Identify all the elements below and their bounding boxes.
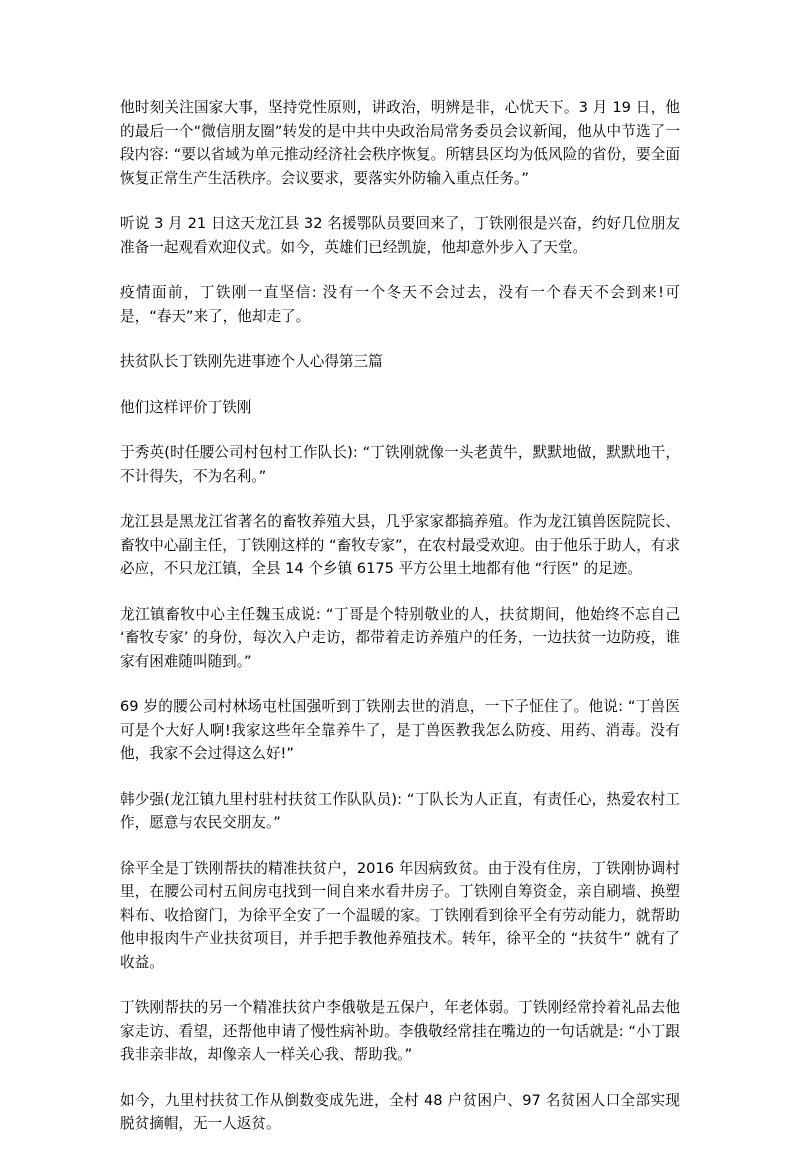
paragraph-1: 他时刻关注国家大事，坚持党性原则，讲政治，明辨是非，心忧天下。3 月 19 日，他的最后一个“微信朋友圈”转发的是中共中央政治局常务委员会议新闻，他从中节选了一段内容: “要以省域为单元推动经济社会秩序恢复。所辖县区均为低风险的省份，要全面恢复正常生产生活秩序。会议要求，要落实外防输入重点任务。”: [120, 99, 680, 187]
paragraph-3: 疫情面前，丁铁刚一直坚信: 没有一个冬天不会过去，没有一个春天不会到来!可是，“春天”来了，他却走了。: [120, 284, 680, 325]
section-subtitle: 他们这样评价丁铁刚: [120, 398, 252, 416]
paragraph-quote-du: 69 岁的腰公司村林场屯杜国强听到丁铁刚去世的消息，一下子怔住了。他说: “丁兽医可是个大好人啊!我家这些年全靠养牛了，是丁兽医教我怎么防疫、用药、消毒。没有他，我家不会过得这么好!”: [120, 698, 680, 762]
paragraph-xu: 徐平全是丁铁刚帮扶的精准扶贫户，2016 年因病致贫。由于没有住房，丁铁刚协调村里，在腰公司村五间房屯找到一间自来水看井房子。丁铁刚自筹资金，亲自刷墙、换塑料布、收拾窗门，为徐平全安了一个温暖的家。丁铁刚看到徐平全有劳动能力，就帮助他申报肉牛产业扶贫项目，并手把手教他养殖技术。转年，徐平全的 “扶贫牛” 就有了收益。: [120, 859, 680, 971]
paragraph-li: 丁铁刚帮扶的另一个精准扶贫户李俄敬是五保户，年老体弱。丁铁刚经常拎着礼品去他家走访、看望，还帮他申请了慢性病补助。李俄敬经常挂在嘴边的一句话就是: “小丁跟我非亲非故，却像亲人一样关心我、帮助我。”: [120, 999, 680, 1063]
section-title: 扶贫队长丁铁刚先进事迹个人心得第三篇: [120, 353, 383, 370]
paragraph-2: 听说 3 月 21 日这天龙江县 32 名援鄂队员要回来了，丁铁刚很是兴奋，约好几位朋友准备一起观看欢迎仪式。如今，英雄们已经凯旋，他却意外步入了天堂。: [120, 215, 680, 256]
document-body: [120, 96, 680, 1158]
paragraph-conclusion: 如今，九里村扶贫工作从倒数变成先进，全村 48 户贫困户、97 名贫困人口全部实现脱贫摘帽，无一人返贫。: [120, 1091, 680, 1132]
paragraph-quote-han: 韩少强(龙江镇九里村驻村扶贫工作队队员): “丁队长为人正直，有责任心，热爱农村工作，愿意与农民交朋友。”: [120, 790, 680, 831]
paragraph-longjiang: 龙江县是黑龙江省著名的畜牧养殖大县，几乎家家都搞养殖。作为龙江镇兽医院院长、畜牧中心副主任，丁铁刚这样的 “畜牧专家”，在农村最受欢迎。由于他乐于助人，有求必应，不只龙江镇，全县 14 个乡镇 6175 平方公里土地都有他 “行医” 的足迹。: [120, 513, 680, 577]
paragraph-quote-wei: 龙江镇畜牧中心主任魏玉成说: “丁哥是个特别敬业的人，扶贫期间，他始终不忘自己 ‘畜牧专家’ 的身份，每次入户走访，都带着走访养殖户的任务，一边扶贫一边防疫，谁家有困难随叫随到。”: [120, 605, 680, 670]
paragraph-quote-yu: 于秀英(时任腰公司村包村工作队长): “丁铁刚就像一头老黄牛，默默地做，默默地干，不计得失，不为名利。”: [120, 444, 680, 485]
